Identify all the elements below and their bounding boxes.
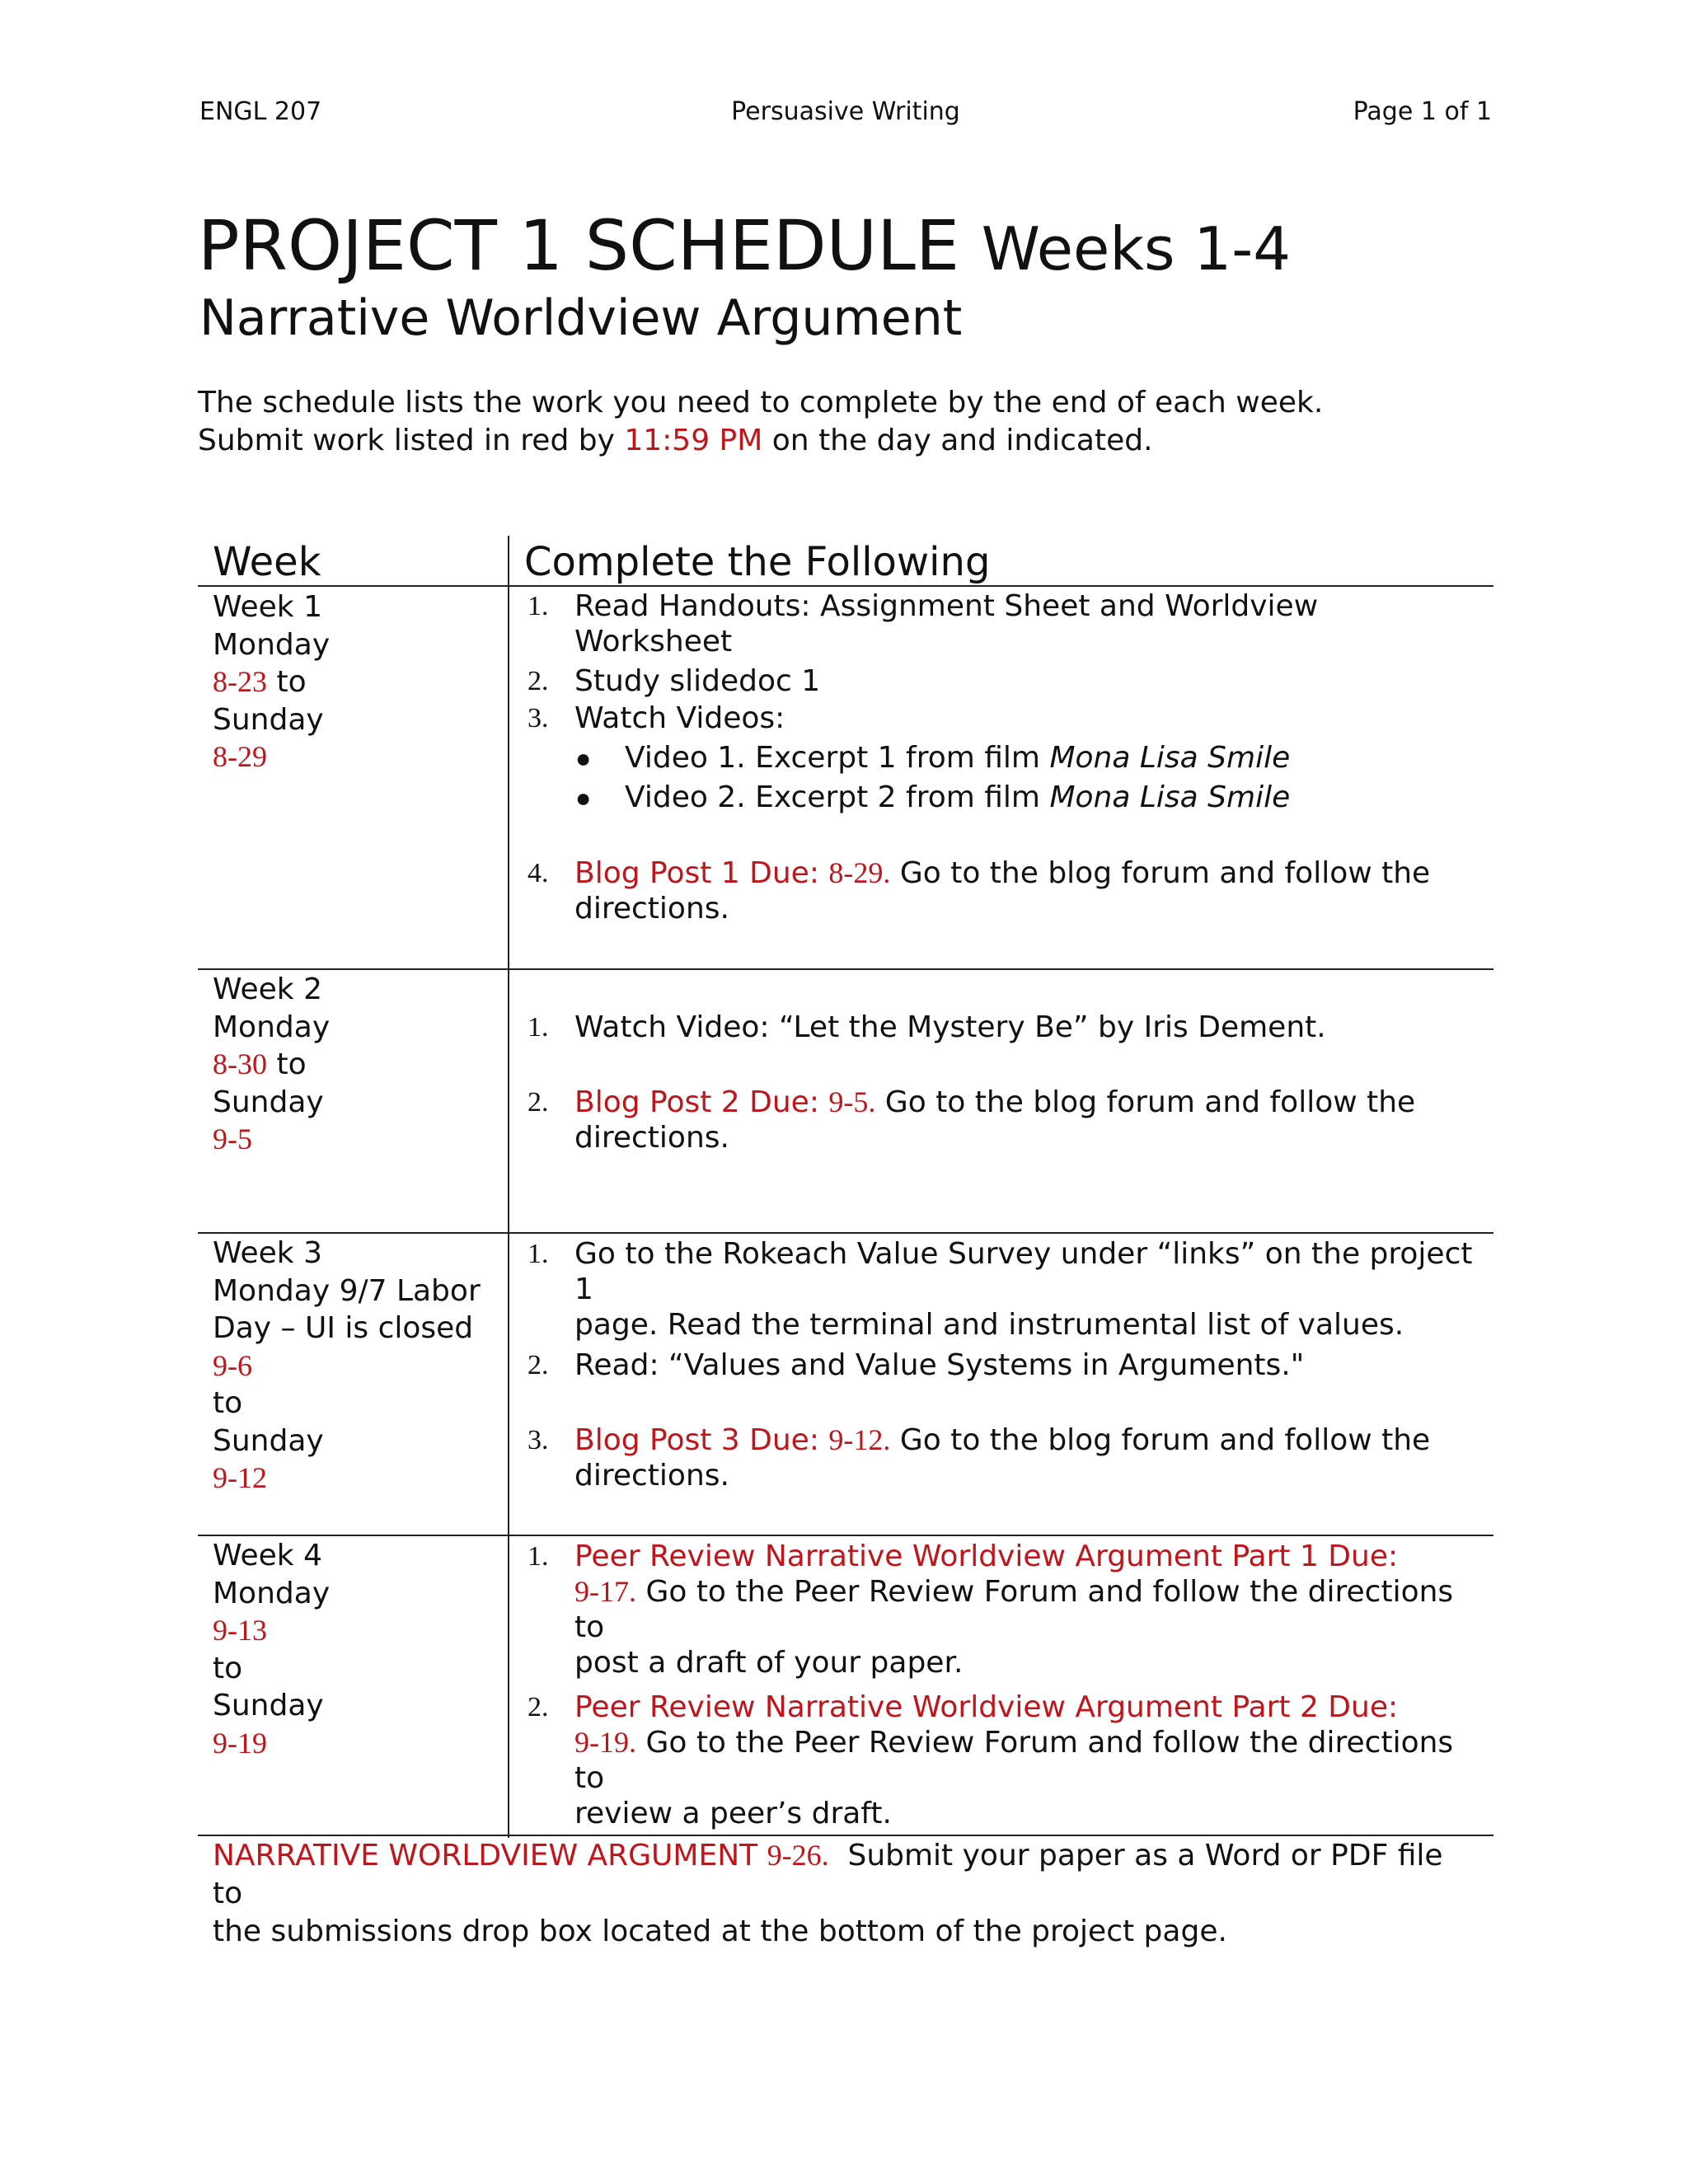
page-title [198,204,1291,290]
item-number: 3. [528,1425,549,1455]
bullet-text [625,779,1290,817]
week-end-date: 9-12 [213,1461,267,1494]
item-text: Watch Video: “Let the Mystery Be” by Iris Dement. [574,1010,1326,1044]
item-text [574,1236,1481,1343]
due-label: Blog Post 2 Due: [574,1085,819,1119]
intro-line-1: The schedule lists the work you need to complete by the end of each week. [198,386,1324,419]
due-date: 9-5. [828,1085,876,1118]
week-end-date: 9-19 [213,1726,267,1760]
final-date: 9-26. [767,1839,829,1872]
week-monday: Monday 9/7 Labor [213,1273,481,1308]
item-text: Watch Videos: [574,701,785,735]
week-1-cell [213,588,501,776]
week-3-cell [213,1235,501,1497]
item-text [574,855,1481,926]
item-instruction-2: review a peer’s draft. [574,1797,892,1830]
week-sunday: Sunday [213,702,324,737]
item-instruction: Go to the blog forum and follow the [899,1423,1431,1457]
item-number: 1. [528,1239,549,1269]
week-end-date: 8-29 [213,740,267,773]
deadline-time: 11:59 PM [624,424,763,457]
page-subtitle: Narrative Worldview Argument [199,289,963,347]
item-instruction-2: directions. [574,1459,729,1493]
due-date: 8-29. [828,856,891,889]
bullet-pre: Video 2. Excerpt 2 from film [625,780,1040,814]
intro-line-2-post: on the day and indicated. [771,424,1153,457]
item-number: 2. [528,666,549,696]
column-header-week: Week [213,539,321,585]
title-weeks: Weeks 1-4 [981,214,1292,284]
intro-line-2 [198,422,1323,460]
row-rule-3 [198,1535,1493,1536]
item-number: 1. [528,591,549,621]
item-number: 2. [528,1087,549,1118]
week-to: to [276,665,307,699]
week-to: to [213,1386,243,1420]
week-sunday: Sunday [213,1085,324,1119]
week-label: Week 1 [213,590,322,624]
item-instruction-2: page. Read the terminal and instrumental list of values. [574,1308,1404,1342]
item-text: Read Handouts: Assignment Sheet and Worldview Worksheet [574,589,1319,658]
page-header [199,97,1492,134]
final-text: Submit your paper as a Word or PDF file to [213,1839,1443,1910]
bullet-text [625,739,1290,777]
item-number: 4. [528,858,549,888]
film-title: Mona Lisa Smile [1049,780,1291,814]
title-main: PROJECT 1 SCHEDULE [198,205,960,286]
week-sunday: Sunday [213,1689,324,1722]
item-instruction-2: post a draft of your paper. [574,1646,964,1680]
intro-text [198,384,1323,460]
week-start-row [213,1046,501,1084]
due-date: 9-19. [574,1726,636,1759]
film-title: Mona Lisa Smile [1049,741,1291,775]
final-text-2: the submissions drop box located at the bottom of the project page. [213,1915,1227,1948]
item-text: Study slidedoc 1 [574,664,821,698]
week-start-row [213,663,501,701]
item-text: Read: “Values and Value Systems in Arguments." [574,1348,1305,1382]
due-date: 9-17. [574,1575,636,1608]
row-rule-1 [198,968,1493,970]
item-text [574,1690,1481,1831]
schedule-table [198,536,1493,1948]
week-to: to [276,1047,307,1081]
course-subject: Persuasive Writing [731,97,960,126]
bullet-icon: ● [575,743,592,773]
bullet-icon: ● [575,783,592,813]
week-label: Week 4 [213,1539,322,1572]
item-instruction: Go to the blog forum and follow the [884,1085,1416,1119]
item-instruction: Go to the blog forum and follow the [899,856,1431,890]
item-instruction-2: directions. [574,1121,729,1155]
item-text [574,1539,1481,1680]
item-instruction: Go to the Rokeach Value Survey under “links” on the project 1 [574,1237,1473,1306]
item-instruction: Go to the Peer Review Forum and follow the directions to [574,1575,1454,1644]
due-label: Blog Post 3 Due: [574,1423,819,1457]
final-submission [213,1836,1482,1951]
due-label: Peer Review Narrative Worldview Argument Part 1 Due: [574,1540,1399,1573]
item-text [574,1422,1481,1493]
header-rule [198,585,1493,587]
week-monday: Monday [213,1576,331,1610]
week-start-date: 8-30 [213,1047,267,1080]
final-label: NARRATIVE WORLDVIEW ARGUMENT [213,1839,758,1872]
course-code: ENGL 207 [199,97,322,126]
due-date: 9-12. [828,1423,891,1456]
week-2-cell [213,971,501,1159]
item-number: 1. [528,1541,549,1572]
column-divider [508,536,509,1838]
page-number: Page 1 of 1 [1353,97,1492,126]
item-text [574,1085,1481,1155]
week-end-date: 9-5 [213,1122,252,1155]
week-label: Week 3 [213,1236,322,1270]
week-monday: Monday [213,1010,331,1044]
item-number: 3. [528,703,549,733]
item-number: 1. [528,1012,549,1043]
item-number: 2. [528,1350,549,1380]
week-sunday: Sunday [213,1423,324,1458]
week-4-cell [213,1537,501,1762]
week-monday: Monday [213,627,331,662]
week-start-date: 9-13 [213,1614,267,1647]
item-instruction-2: directions. [574,892,729,926]
week-holiday: Day – UI is closed [213,1311,474,1345]
due-label: Peer Review Narrative Worldview Argument Part 2 Due: [574,1690,1399,1724]
week-label: Week 2 [213,972,322,1006]
intro-line-2-pre: Submit work listed in red by [198,424,615,457]
bullet-pre: Video 1. Excerpt 1 from film [625,741,1040,775]
item-instruction: Go to the Peer Review Forum and follow the directions to [574,1726,1454,1795]
week-start-date: 9-6 [213,1348,252,1382]
week-start-date: 8-23 [213,665,267,698]
row-rule-2 [198,1232,1493,1234]
item-number: 2. [528,1692,549,1722]
due-label: Blog Post 1 Due: [574,856,819,890]
column-header-complete: Complete the Following [524,539,991,585]
week-to: to [213,1651,243,1685]
